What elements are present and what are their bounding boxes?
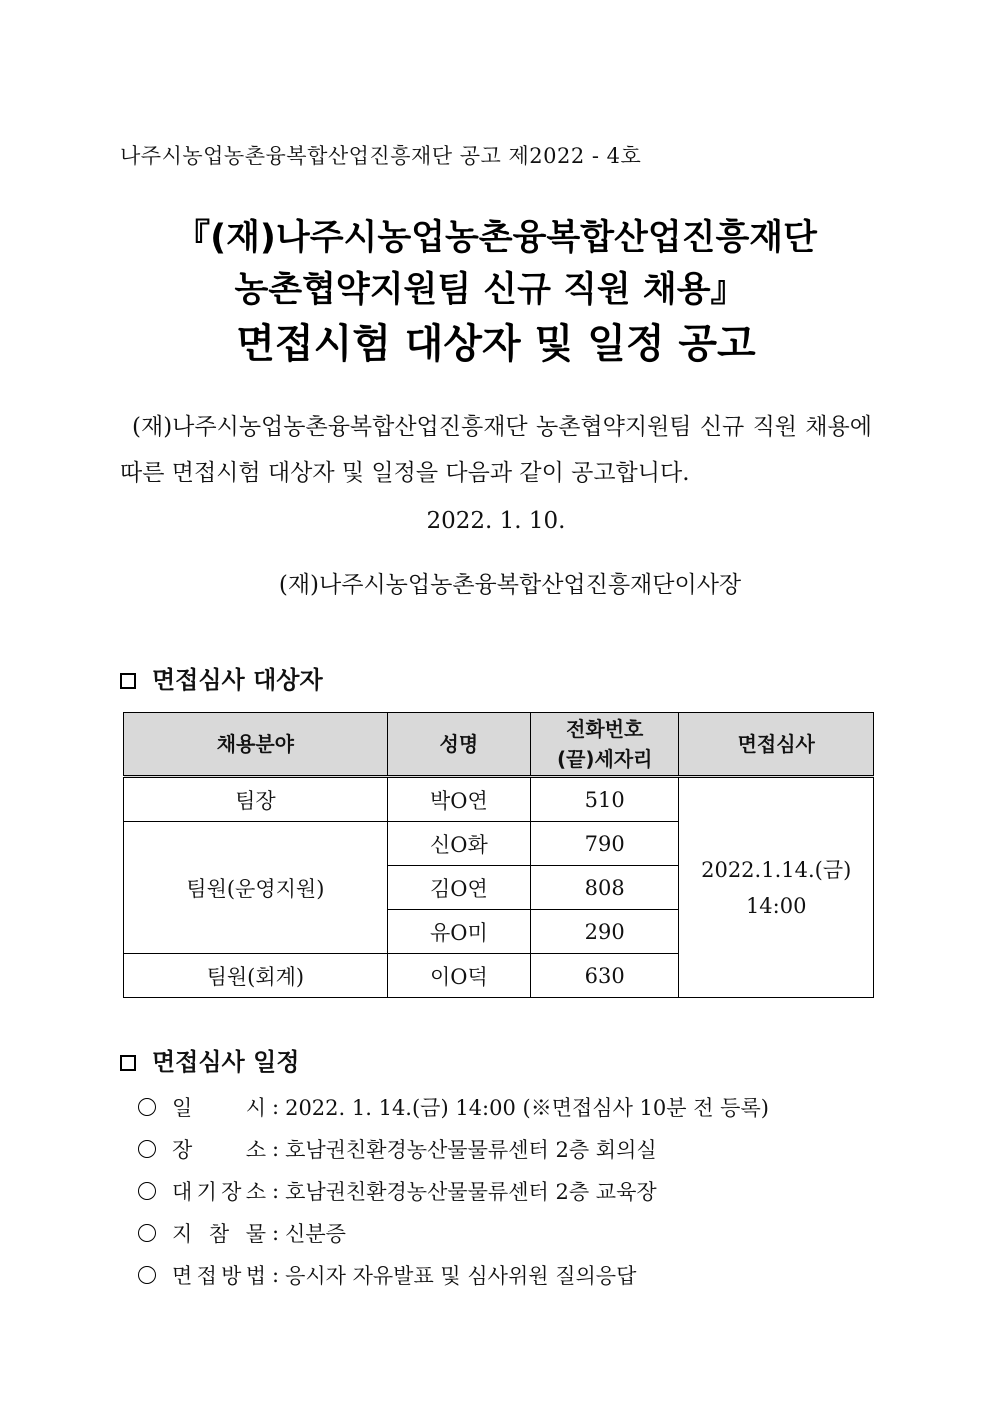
circle-bullet-icon	[138, 1266, 156, 1284]
schedule-label-char: 장	[172, 1138, 193, 1162]
schedule-value: 호남권친환경농산물물류센터 2층 회의실	[285, 1138, 657, 1162]
schedule-label	[172, 1218, 266, 1248]
schedule-label	[172, 1092, 266, 1122]
title-line-3: 면접시험 대상자 및 일정 공고	[236, 321, 756, 367]
notice-date: 2022. 1. 10.	[426, 508, 566, 534]
interview-date: 2022.1.14.(금)	[701, 857, 852, 882]
schedule-label-char: 참	[208, 1222, 230, 1246]
schedule-label-char: 소	[245, 1138, 266, 1162]
schedule-value: 호남권친환경농산물물류센터 2층 교육장	[285, 1180, 657, 1204]
square-bullet-icon	[120, 1055, 136, 1071]
schedule-list	[138, 1086, 769, 1296]
schedule-label	[172, 1260, 266, 1290]
cell-interview-datetime	[679, 777, 874, 998]
schedule-label-char: 면	[172, 1264, 193, 1288]
header-phone-line2: (끝)세자리	[556, 747, 653, 771]
schedule-label	[172, 1134, 266, 1164]
schedule-value: 신분증	[285, 1222, 346, 1246]
cell-name: 유O미	[387, 910, 530, 954]
cell-field: 팀원(운영지원)	[124, 822, 388, 954]
schedule-label	[172, 1176, 266, 1206]
cell-name: 이O덕	[387, 954, 530, 998]
cell-field: 팀장	[124, 777, 388, 822]
schedule-item	[138, 1254, 769, 1296]
issuer: (재)나주시농업농촌융복합산업진흥재단이사장	[278, 572, 742, 598]
cell-phone: 808	[531, 866, 679, 910]
schedule-label-char: 장	[221, 1180, 242, 1204]
header-phone	[531, 713, 679, 777]
title-line-1: 『(재)나주시농업농촌융복합산업진흥재단	[175, 218, 817, 258]
schedule-colon: :	[272, 1221, 280, 1245]
cell-name: 박O연	[387, 777, 530, 822]
schedule-value: 2022. 1. 14.(금) 14:00 (※면접심사 10분 전 등록)	[285, 1096, 769, 1120]
table-header-row	[124, 713, 874, 777]
schedule-label-char: 시	[245, 1096, 266, 1120]
announcement-body	[120, 404, 872, 496]
table-row	[124, 777, 874, 822]
announcement-text: (재)나주시농업농촌융복합산업진흥재단 농촌협약지원팀 신규 직원 채용에 따른 면접시험 대상자 및 일정을 다음과 같이 공고합니다.	[120, 414, 872, 486]
schedule-item	[138, 1128, 769, 1170]
section-schedule-heading	[120, 1042, 299, 1077]
header-phone-line1: 전화번호	[566, 717, 644, 741]
schedule-colon: :	[272, 1263, 280, 1287]
header-interview: 면접심사	[679, 713, 874, 777]
schedule-label-char: 법	[245, 1264, 266, 1288]
schedule-label-char: 일	[172, 1096, 193, 1120]
circle-bullet-icon	[138, 1098, 156, 1116]
schedule-item	[138, 1212, 769, 1254]
circle-bullet-icon	[138, 1182, 156, 1200]
schedule-colon: :	[272, 1179, 280, 1203]
header-field: 채용분야	[124, 713, 388, 777]
schedule-label-char: 접	[196, 1264, 217, 1288]
notice-number: 나주시농업농촌융복합산업진흥재단 공고 제2022 - 4호	[120, 144, 642, 168]
candidates-table	[123, 712, 874, 998]
section-candidates-heading	[120, 660, 323, 695]
schedule-label-char: 지	[172, 1222, 193, 1246]
schedule-heading-text: 면접심사 일정	[152, 1048, 300, 1076]
candidates-heading-text: 면접심사 대상자	[152, 666, 323, 694]
schedule-label-char: 대	[172, 1180, 193, 1204]
cell-phone: 510	[531, 777, 679, 822]
circle-bullet-icon	[138, 1224, 156, 1242]
cell-phone: 630	[531, 954, 679, 998]
cell-field: 팀원(회계)	[124, 954, 388, 998]
title-line-2: 농촌협약지원팀 신규 직원 채용』	[234, 270, 746, 310]
cell-name: 김O연	[387, 866, 530, 910]
cell-phone: 290	[531, 910, 679, 954]
schedule-item	[138, 1170, 769, 1212]
interview-time: 14:00	[745, 893, 807, 918]
schedule-label-char: 기	[196, 1180, 217, 1204]
schedule-colon: :	[272, 1137, 280, 1161]
schedule-colon: :	[272, 1095, 280, 1119]
square-bullet-icon	[120, 673, 136, 689]
cell-name: 신O화	[387, 822, 530, 866]
header-name: 성명	[387, 713, 530, 777]
schedule-value: 응시자 자유발표 및 심사위원 질의응답	[285, 1264, 637, 1288]
cell-phone: 790	[531, 822, 679, 866]
schedule-label-char: 방	[221, 1264, 242, 1288]
schedule-label-char: 소	[245, 1180, 266, 1204]
schedule-label-char: 물	[245, 1222, 266, 1246]
schedule-item	[138, 1086, 769, 1128]
circle-bullet-icon	[138, 1140, 156, 1158]
